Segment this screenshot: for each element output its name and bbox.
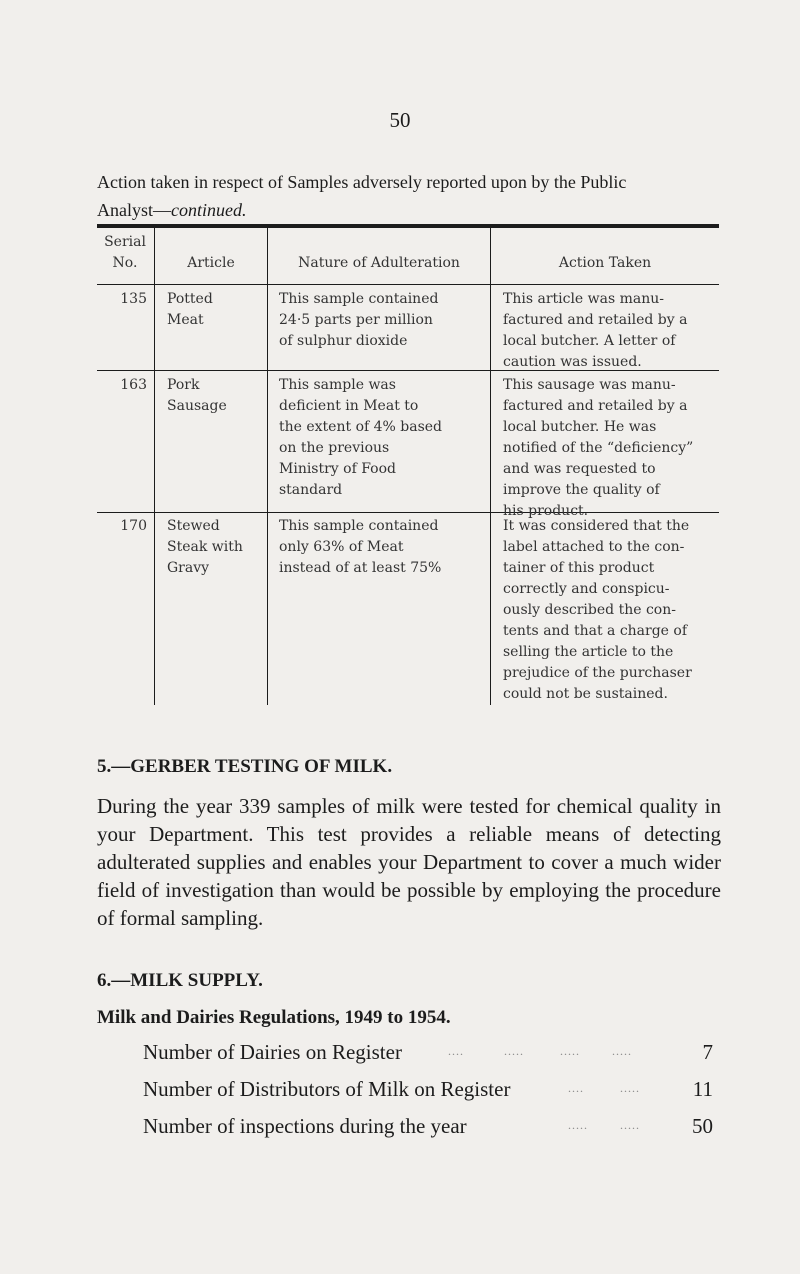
table-row-article xyxy=(167,289,265,331)
line: tents and that a charge of xyxy=(503,623,688,639)
table-row-serial: 135 xyxy=(120,291,147,307)
regulations-heading: Milk and Dairies Regulations, 1949 to 1954. xyxy=(97,1007,451,1028)
line: on the previous xyxy=(279,440,390,456)
line: ously described the con- xyxy=(503,602,676,618)
line: This sample contained xyxy=(279,291,439,307)
leader-dots: .... ..... ..... ..... xyxy=(448,1044,632,1058)
section-5-paragraph: During the year 339 samples of milk were tested for chemical quality in your Department. This test provides a reliable means of detecting adulterated supplies and enables your Department to cover a much wider field of investigation than would be possible by employing the procedure of formal sampling. xyxy=(97,794,721,930)
stat-label: Number of Dairies on Register xyxy=(143,1040,402,1064)
line: selling the article to the xyxy=(503,644,674,660)
line: instead of at least 75% xyxy=(279,560,442,576)
line: his product. xyxy=(503,503,589,519)
line: Steak with xyxy=(167,539,243,555)
line: standard xyxy=(279,482,343,498)
line: factured and retailed by a xyxy=(503,398,688,414)
line: local butcher. He was xyxy=(503,419,657,435)
line: correctly and conspicu- xyxy=(503,581,670,597)
line: and was requested to xyxy=(503,461,656,477)
line: This article was manu- xyxy=(503,291,665,307)
heading-line-1: Action taken in respect of Samples adversely reported upon by the Public xyxy=(97,172,627,192)
line: the extent of 4% based xyxy=(279,419,443,435)
line: caution was issued. xyxy=(503,354,642,370)
line: It was considered that the xyxy=(503,518,690,534)
line: This sample contained xyxy=(279,518,439,534)
column-divider xyxy=(154,228,155,705)
header-serial-line-1: Serial xyxy=(104,234,146,250)
line: Pork xyxy=(167,377,200,393)
table-row-nature xyxy=(279,375,487,501)
line: Ministry of Food xyxy=(279,461,396,477)
line: notified of the “deficiency” xyxy=(503,440,694,456)
table-row-article xyxy=(167,516,265,579)
stat-label: Number of inspections during the year xyxy=(143,1114,467,1138)
header-nature: Nature of Adulteration xyxy=(298,255,460,271)
stat-value: 11 xyxy=(692,1077,713,1101)
line: tainer of this product xyxy=(503,560,655,576)
line: improve the quality of xyxy=(503,482,660,498)
heading-continued: continued. xyxy=(171,200,247,220)
line: Stewed xyxy=(167,518,220,534)
line: label attached to the con- xyxy=(503,539,685,555)
leader-dots: .... ..... xyxy=(568,1081,640,1095)
line: only 63% of Meat xyxy=(279,539,404,555)
section-6-title: 6.—MILK SUPPLY. xyxy=(97,970,263,991)
table-row-nature xyxy=(279,516,487,579)
header-rule xyxy=(97,284,719,285)
line: deficient in Meat to xyxy=(279,398,419,414)
page-heading xyxy=(97,168,717,224)
line: This sample was xyxy=(279,377,396,393)
line: prejudice of the purchaser xyxy=(503,665,692,681)
header-article: Article xyxy=(187,255,235,271)
heading-line-2-prefix: Analyst— xyxy=(97,200,171,220)
line: could not be sustained. xyxy=(503,686,668,702)
line: of sulphur dioxide xyxy=(279,333,408,349)
stat-row-inspections xyxy=(143,1114,713,1144)
samples-table xyxy=(97,228,719,705)
line: factured and retailed by a xyxy=(503,312,688,328)
line: Potted xyxy=(167,291,213,307)
header-serial-line-2: No. xyxy=(112,255,138,271)
table-row-action xyxy=(503,289,715,373)
line: This sausage was manu- xyxy=(503,377,676,393)
line: Meat xyxy=(167,312,204,328)
table-row-action xyxy=(503,375,715,522)
table-row-article xyxy=(167,375,265,417)
stat-value: 50 xyxy=(692,1114,713,1138)
column-divider xyxy=(267,228,268,705)
stat-row-dairies xyxy=(143,1040,713,1070)
header-action: Action Taken xyxy=(558,255,652,271)
stat-label: Number of Distributors of Milk on Register xyxy=(143,1077,511,1101)
section-5-title: 5.—GERBER TESTING OF MILK. xyxy=(97,756,393,777)
column-divider xyxy=(490,228,491,705)
heading-line-2 xyxy=(97,196,717,224)
header-serial-no xyxy=(97,232,153,274)
line: Gravy xyxy=(167,560,210,576)
table-row-serial: 170 xyxy=(120,518,147,534)
stat-value: 7 xyxy=(702,1040,713,1064)
table-row-serial: 163 xyxy=(120,377,147,393)
line: 24·5 parts per million xyxy=(279,312,433,328)
table-row-nature xyxy=(279,289,487,352)
table-row-action xyxy=(503,516,715,705)
line: local butcher. A letter of xyxy=(503,333,676,349)
line: Sausage xyxy=(167,398,227,414)
leader-dots: ..... ..... xyxy=(568,1118,640,1132)
stat-row-distributors xyxy=(143,1077,713,1107)
page-number: 50 xyxy=(389,108,411,132)
